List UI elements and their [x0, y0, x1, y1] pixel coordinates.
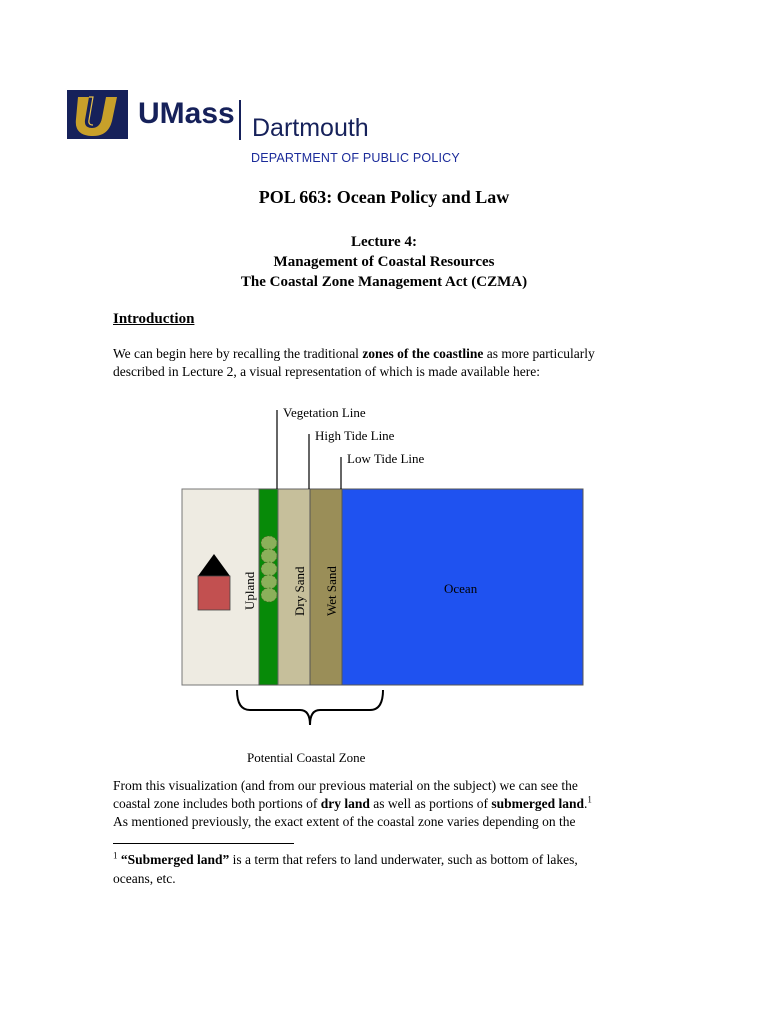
vegetation-line-label: Vegetation Line — [283, 405, 366, 420]
coastal-zone-diagram — [170, 400, 600, 772]
bold-term-dry-land: dry land — [320, 796, 370, 811]
section-heading-introduction: Introduction — [113, 311, 195, 327]
text-run: as well as portions of — [369, 796, 492, 811]
body-line-3: As mentioned previously, the exact extent of the coastal zone varies depending on the — [113, 814, 576, 829]
lecture-topic: Management of Coastal Resources — [273, 254, 495, 270]
zone-label-ocean: Ocean — [444, 581, 478, 596]
zone-label-dry-sand: Dry Sand — [292, 566, 307, 616]
lecture-number: Lecture 4: — [351, 234, 417, 250]
body-line-1: From this visualization (and from our previous material on the subject) we can see the — [113, 778, 578, 793]
department-name: DEPARTMENT OF PUBLIC POLICY — [251, 151, 460, 165]
footnote-number: 1 — [113, 850, 118, 861]
intro-line-2: described in Lecture 2, a visual representation of which is made available here: — [113, 364, 540, 379]
footnote-line-2: oceans, etc. — [113, 871, 176, 886]
lecture-subtopic: The Coastal Zone Management Act (CZMA) — [240, 274, 528, 290]
bold-term-zones: zones of the coastline — [362, 346, 484, 361]
footnote-term: “Submerged land” — [120, 852, 230, 867]
zone-label-wet-sand: Wet Sand — [324, 566, 339, 616]
footnote — [113, 850, 658, 888]
text-run: coastal zone includes both portions of — [113, 796, 321, 811]
text-run: is a term that refers to land underwater, such as bottom of lakes, — [229, 852, 578, 867]
coastal-zone-caption: Potential Coastal Zone — [247, 750, 366, 765]
course-title: POL 663: Ocean Policy and Law — [258, 187, 510, 207]
footnote-reference[interactable]: 1 — [587, 794, 592, 805]
coastal-zone-brace — [237, 690, 383, 725]
intro-paragraph — [113, 345, 658, 381]
text-run: . — [584, 796, 588, 811]
text-run: as more particularly — [483, 346, 595, 361]
umass-logo-mark — [67, 90, 128, 139]
body-line-2 — [113, 795, 658, 813]
bold-term-submerged-land: submerged land — [491, 796, 584, 811]
zone-label-upland: Upland — [242, 571, 257, 610]
low-tide-line-label: Low Tide Line — [347, 451, 425, 466]
body-paragraph-2 — [113, 777, 658, 831]
intro-line-1 — [113, 345, 658, 363]
bush-icon — [261, 536, 277, 602]
logo-divider — [239, 100, 241, 140]
footnote-line-1 — [113, 850, 658, 869]
high-tide-line-label: High Tide Line — [315, 428, 395, 443]
logo-wordmark-dartmouth: Dartmouth — [252, 114, 369, 142]
logo-wordmark-umass: UMass — [138, 97, 235, 130]
footnote-separator — [113, 843, 294, 844]
text-run: We can begin here by recalling the traditional — [113, 346, 363, 361]
